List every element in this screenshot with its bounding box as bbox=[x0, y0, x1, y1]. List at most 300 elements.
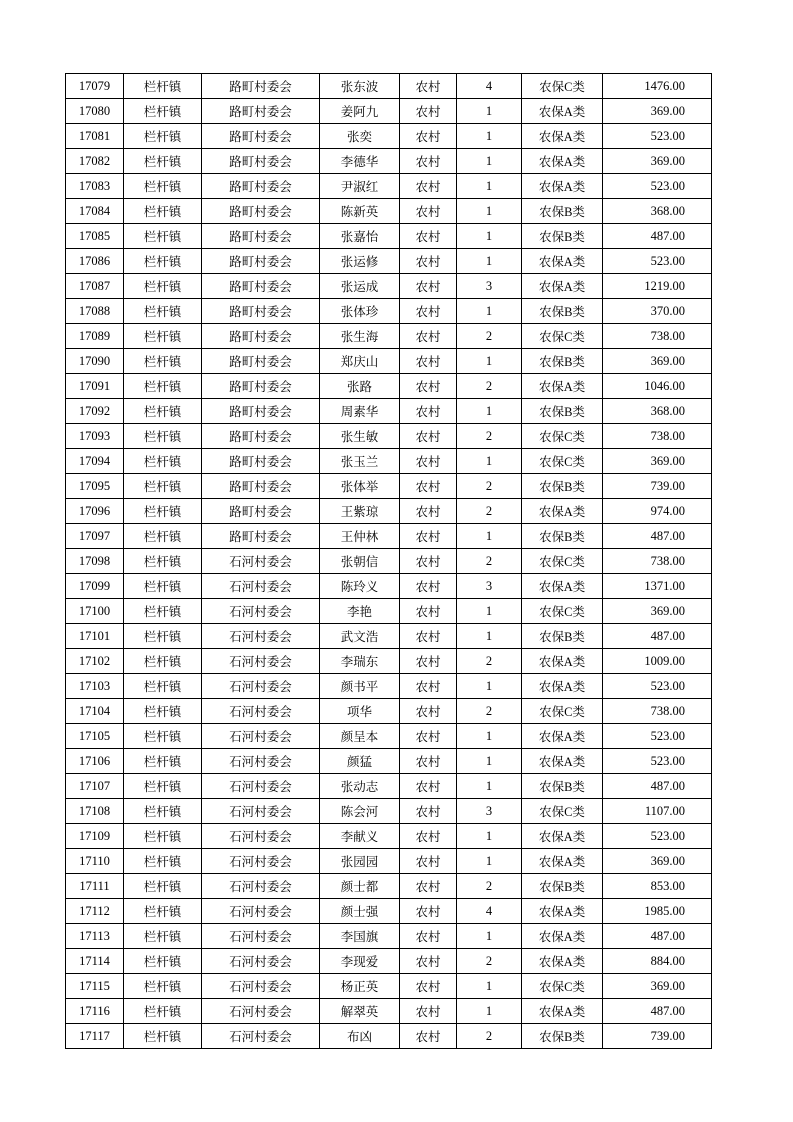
cell-town: 栏杆镇 bbox=[124, 374, 202, 399]
cell-town: 栏杆镇 bbox=[124, 999, 202, 1024]
cell-category: 农保A类 bbox=[522, 649, 603, 674]
table-row bbox=[66, 524, 712, 549]
cell-village: 路町村委会 bbox=[202, 174, 320, 199]
cell-amount: 738.00 bbox=[603, 424, 712, 449]
cell-category: 农保C类 bbox=[522, 599, 603, 624]
cell-category: 农保A类 bbox=[522, 274, 603, 299]
cell-amount: 369.00 bbox=[603, 149, 712, 174]
cell-count: 1 bbox=[457, 999, 522, 1024]
cell-name: 陈新英 bbox=[320, 199, 400, 224]
cell-amount: 523.00 bbox=[603, 674, 712, 699]
cell-category: 农保A类 bbox=[522, 99, 603, 124]
cell-name: 张运修 bbox=[320, 249, 400, 274]
cell-name: 尹淑红 bbox=[320, 174, 400, 199]
cell-town: 栏杆镇 bbox=[124, 299, 202, 324]
cell-village: 石河村委会 bbox=[202, 724, 320, 749]
cell-id: 17102 bbox=[66, 649, 124, 674]
cell-amount: 738.00 bbox=[603, 324, 712, 349]
cell-town: 栏杆镇 bbox=[124, 574, 202, 599]
cell-name: 颜书平 bbox=[320, 674, 400, 699]
cell-id: 17084 bbox=[66, 199, 124, 224]
cell-village: 路町村委会 bbox=[202, 274, 320, 299]
cell-town: 栏杆镇 bbox=[124, 699, 202, 724]
cell-name: 王仲林 bbox=[320, 524, 400, 549]
cell-amount: 739.00 bbox=[603, 474, 712, 499]
cell-name: 布凶 bbox=[320, 1024, 400, 1049]
cell-village: 路町村委会 bbox=[202, 224, 320, 249]
cell-count: 1 bbox=[457, 774, 522, 799]
cell-count: 1 bbox=[457, 249, 522, 274]
cell-amount: 487.00 bbox=[603, 924, 712, 949]
cell-name: 李瑞东 bbox=[320, 649, 400, 674]
cell-amount: 487.00 bbox=[603, 774, 712, 799]
cell-type: 农村 bbox=[400, 699, 457, 724]
table-row bbox=[66, 174, 712, 199]
cell-type: 农村 bbox=[400, 274, 457, 299]
cell-town: 栏杆镇 bbox=[124, 249, 202, 274]
cell-town: 栏杆镇 bbox=[124, 599, 202, 624]
cell-id: 17080 bbox=[66, 99, 124, 124]
cell-id: 17095 bbox=[66, 474, 124, 499]
cell-type: 农村 bbox=[400, 374, 457, 399]
cell-type: 农村 bbox=[400, 324, 457, 349]
cell-village: 石河村委会 bbox=[202, 749, 320, 774]
cell-type: 农村 bbox=[400, 924, 457, 949]
table-row bbox=[66, 899, 712, 924]
cell-category: 农保B类 bbox=[522, 224, 603, 249]
cell-type: 农村 bbox=[400, 574, 457, 599]
cell-type: 农村 bbox=[400, 474, 457, 499]
cell-village: 路町村委会 bbox=[202, 424, 320, 449]
cell-amount: 738.00 bbox=[603, 699, 712, 724]
cell-village: 石河村委会 bbox=[202, 549, 320, 574]
cell-village: 路町村委会 bbox=[202, 199, 320, 224]
table-row bbox=[66, 399, 712, 424]
cell-category: 农保B类 bbox=[522, 624, 603, 649]
cell-count: 2 bbox=[457, 949, 522, 974]
cell-count: 3 bbox=[457, 274, 522, 299]
cell-category: 农保A类 bbox=[522, 724, 603, 749]
cell-name: 张体举 bbox=[320, 474, 400, 499]
cell-town: 栏杆镇 bbox=[124, 849, 202, 874]
cell-count: 1 bbox=[457, 199, 522, 224]
cell-type: 农村 bbox=[400, 199, 457, 224]
cell-name: 张路 bbox=[320, 374, 400, 399]
cell-count: 1 bbox=[457, 449, 522, 474]
cell-id: 17081 bbox=[66, 124, 124, 149]
cell-count: 1 bbox=[457, 624, 522, 649]
cell-type: 农村 bbox=[400, 424, 457, 449]
cell-id: 17101 bbox=[66, 624, 124, 649]
cell-name: 颜士强 bbox=[320, 899, 400, 924]
cell-village: 路町村委会 bbox=[202, 474, 320, 499]
cell-count: 2 bbox=[457, 424, 522, 449]
cell-category: 农保B类 bbox=[522, 199, 603, 224]
cell-type: 农村 bbox=[400, 174, 457, 199]
cell-category: 农保C类 bbox=[522, 424, 603, 449]
cell-amount: 369.00 bbox=[603, 599, 712, 624]
cell-town: 栏杆镇 bbox=[124, 674, 202, 699]
cell-id: 17097 bbox=[66, 524, 124, 549]
cell-name: 颜猛 bbox=[320, 749, 400, 774]
cell-category: 农保A类 bbox=[522, 249, 603, 274]
cell-village: 路町村委会 bbox=[202, 349, 320, 374]
cell-type: 农村 bbox=[400, 99, 457, 124]
cell-id: 17117 bbox=[66, 1024, 124, 1049]
cell-village: 石河村委会 bbox=[202, 774, 320, 799]
table-row bbox=[66, 749, 712, 774]
cell-count: 2 bbox=[457, 324, 522, 349]
cell-town: 栏杆镇 bbox=[124, 224, 202, 249]
cell-amount: 487.00 bbox=[603, 524, 712, 549]
cell-name: 杨正英 bbox=[320, 974, 400, 999]
cell-name: 王紫琼 bbox=[320, 499, 400, 524]
cell-amount: 523.00 bbox=[603, 749, 712, 774]
cell-town: 栏杆镇 bbox=[124, 349, 202, 374]
cell-id: 17116 bbox=[66, 999, 124, 1024]
cell-name: 姜阿九 bbox=[320, 99, 400, 124]
cell-type: 农村 bbox=[400, 399, 457, 424]
table-row bbox=[66, 149, 712, 174]
cell-amount: 487.00 bbox=[603, 224, 712, 249]
table-row bbox=[66, 474, 712, 499]
table-row bbox=[66, 599, 712, 624]
cell-village: 石河村委会 bbox=[202, 924, 320, 949]
cell-amount: 369.00 bbox=[603, 849, 712, 874]
cell-name: 张朝信 bbox=[320, 549, 400, 574]
cell-category: 农保B类 bbox=[522, 349, 603, 374]
cell-id: 17087 bbox=[66, 274, 124, 299]
cell-village: 路町村委会 bbox=[202, 99, 320, 124]
cell-type: 农村 bbox=[400, 949, 457, 974]
cell-count: 2 bbox=[457, 499, 522, 524]
cell-count: 1 bbox=[457, 674, 522, 699]
roster-table bbox=[65, 73, 712, 1049]
table-row bbox=[66, 649, 712, 674]
cell-amount: 368.00 bbox=[603, 199, 712, 224]
cell-category: 农保A类 bbox=[522, 674, 603, 699]
cell-type: 农村 bbox=[400, 624, 457, 649]
cell-count: 1 bbox=[457, 849, 522, 874]
cell-village: 石河村委会 bbox=[202, 699, 320, 724]
cell-town: 栏杆镇 bbox=[124, 899, 202, 924]
cell-id: 17108 bbox=[66, 799, 124, 824]
table-row bbox=[66, 74, 712, 99]
cell-amount: 368.00 bbox=[603, 399, 712, 424]
cell-village: 路町村委会 bbox=[202, 499, 320, 524]
cell-village: 石河村委会 bbox=[202, 999, 320, 1024]
cell-count: 1 bbox=[457, 224, 522, 249]
cell-town: 栏杆镇 bbox=[124, 524, 202, 549]
table-row bbox=[66, 274, 712, 299]
cell-name: 武文浩 bbox=[320, 624, 400, 649]
cell-name: 李德华 bbox=[320, 149, 400, 174]
cell-amount: 370.00 bbox=[603, 299, 712, 324]
cell-amount: 1046.00 bbox=[603, 374, 712, 399]
cell-count: 3 bbox=[457, 799, 522, 824]
cell-count: 2 bbox=[457, 474, 522, 499]
cell-count: 1 bbox=[457, 299, 522, 324]
cell-town: 栏杆镇 bbox=[124, 1024, 202, 1049]
cell-category: 农保A类 bbox=[522, 824, 603, 849]
cell-name: 李国旗 bbox=[320, 924, 400, 949]
cell-count: 1 bbox=[457, 724, 522, 749]
cell-count: 1 bbox=[457, 124, 522, 149]
cell-type: 农村 bbox=[400, 499, 457, 524]
cell-amount: 523.00 bbox=[603, 724, 712, 749]
cell-name: 张动志 bbox=[320, 774, 400, 799]
cell-category: 农保B类 bbox=[522, 1024, 603, 1049]
cell-town: 栏杆镇 bbox=[124, 474, 202, 499]
cell-category: 农保C类 bbox=[522, 974, 603, 999]
cell-id: 17089 bbox=[66, 324, 124, 349]
cell-category: 农保B类 bbox=[522, 474, 603, 499]
table-row bbox=[66, 699, 712, 724]
cell-amount: 487.00 bbox=[603, 999, 712, 1024]
cell-type: 农村 bbox=[400, 224, 457, 249]
cell-village: 石河村委会 bbox=[202, 674, 320, 699]
cell-id: 17083 bbox=[66, 174, 124, 199]
cell-count: 2 bbox=[457, 874, 522, 899]
cell-type: 农村 bbox=[400, 799, 457, 824]
cell-category: 农保B类 bbox=[522, 524, 603, 549]
cell-id: 17088 bbox=[66, 299, 124, 324]
cell-amount: 738.00 bbox=[603, 549, 712, 574]
cell-amount: 523.00 bbox=[603, 249, 712, 274]
cell-id: 17110 bbox=[66, 849, 124, 874]
cell-count: 1 bbox=[457, 399, 522, 424]
cell-name: 张玉兰 bbox=[320, 449, 400, 474]
cell-name: 张生敏 bbox=[320, 424, 400, 449]
cell-amount: 1219.00 bbox=[603, 274, 712, 299]
cell-type: 农村 bbox=[400, 524, 457, 549]
cell-type: 农村 bbox=[400, 74, 457, 99]
cell-amount: 1009.00 bbox=[603, 649, 712, 674]
cell-town: 栏杆镇 bbox=[124, 399, 202, 424]
cell-count: 4 bbox=[457, 899, 522, 924]
cell-type: 农村 bbox=[400, 974, 457, 999]
cell-id: 17104 bbox=[66, 699, 124, 724]
table-row bbox=[66, 999, 712, 1024]
cell-name: 张生海 bbox=[320, 324, 400, 349]
cell-type: 农村 bbox=[400, 999, 457, 1024]
cell-amount: 1476.00 bbox=[603, 74, 712, 99]
table-row bbox=[66, 499, 712, 524]
table-row bbox=[66, 1024, 712, 1049]
cell-name: 李献义 bbox=[320, 824, 400, 849]
cell-name: 张奕 bbox=[320, 124, 400, 149]
cell-id: 17096 bbox=[66, 499, 124, 524]
cell-village: 石河村委会 bbox=[202, 574, 320, 599]
cell-name: 张园园 bbox=[320, 849, 400, 874]
cell-id: 17093 bbox=[66, 424, 124, 449]
cell-category: 农保A类 bbox=[522, 849, 603, 874]
cell-town: 栏杆镇 bbox=[124, 424, 202, 449]
cell-category: 农保A类 bbox=[522, 949, 603, 974]
cell-id: 17115 bbox=[66, 974, 124, 999]
table-row bbox=[66, 424, 712, 449]
cell-village: 路町村委会 bbox=[202, 374, 320, 399]
table-row bbox=[66, 799, 712, 824]
cell-count: 2 bbox=[457, 374, 522, 399]
cell-town: 栏杆镇 bbox=[124, 974, 202, 999]
cell-name: 张运成 bbox=[320, 274, 400, 299]
cell-category: 农保A类 bbox=[522, 899, 603, 924]
cell-type: 农村 bbox=[400, 149, 457, 174]
cell-amount: 369.00 bbox=[603, 349, 712, 374]
cell-name: 周素华 bbox=[320, 399, 400, 424]
cell-amount: 1985.00 bbox=[603, 899, 712, 924]
cell-id: 17109 bbox=[66, 824, 124, 849]
cell-count: 1 bbox=[457, 149, 522, 174]
cell-village: 路町村委会 bbox=[202, 74, 320, 99]
cell-category: 农保B类 bbox=[522, 874, 603, 899]
table-body bbox=[66, 74, 712, 1049]
table-row bbox=[66, 549, 712, 574]
cell-village: 石河村委会 bbox=[202, 649, 320, 674]
cell-village: 石河村委会 bbox=[202, 974, 320, 999]
cell-town: 栏杆镇 bbox=[124, 324, 202, 349]
cell-type: 农村 bbox=[400, 649, 457, 674]
cell-amount: 369.00 bbox=[603, 99, 712, 124]
cell-count: 1 bbox=[457, 99, 522, 124]
cell-id: 17082 bbox=[66, 149, 124, 174]
cell-town: 栏杆镇 bbox=[124, 924, 202, 949]
cell-amount: 523.00 bbox=[603, 824, 712, 849]
cell-village: 路町村委会 bbox=[202, 249, 320, 274]
cell-category: 农保A类 bbox=[522, 149, 603, 174]
cell-town: 栏杆镇 bbox=[124, 274, 202, 299]
cell-town: 栏杆镇 bbox=[124, 774, 202, 799]
cell-town: 栏杆镇 bbox=[124, 749, 202, 774]
cell-type: 农村 bbox=[400, 774, 457, 799]
cell-town: 栏杆镇 bbox=[124, 124, 202, 149]
cell-type: 农村 bbox=[400, 349, 457, 374]
cell-village: 路町村委会 bbox=[202, 124, 320, 149]
cell-town: 栏杆镇 bbox=[124, 174, 202, 199]
cell-id: 17092 bbox=[66, 399, 124, 424]
cell-amount: 739.00 bbox=[603, 1024, 712, 1049]
cell-town: 栏杆镇 bbox=[124, 724, 202, 749]
cell-village: 石河村委会 bbox=[202, 949, 320, 974]
table-row bbox=[66, 874, 712, 899]
cell-count: 1 bbox=[457, 924, 522, 949]
cell-name: 张东波 bbox=[320, 74, 400, 99]
cell-id: 17111 bbox=[66, 874, 124, 899]
table-row bbox=[66, 849, 712, 874]
cell-id: 17091 bbox=[66, 374, 124, 399]
table-row bbox=[66, 324, 712, 349]
cell-id: 17105 bbox=[66, 724, 124, 749]
cell-category: 农保A类 bbox=[522, 174, 603, 199]
cell-id: 17107 bbox=[66, 774, 124, 799]
cell-name: 张体珍 bbox=[320, 299, 400, 324]
cell-id: 17099 bbox=[66, 574, 124, 599]
cell-category: 农保A类 bbox=[522, 499, 603, 524]
cell-category: 农保C类 bbox=[522, 449, 603, 474]
cell-type: 农村 bbox=[400, 849, 457, 874]
cell-category: 农保C类 bbox=[522, 549, 603, 574]
cell-name: 张嘉怡 bbox=[320, 224, 400, 249]
cell-village: 石河村委会 bbox=[202, 799, 320, 824]
cell-count: 2 bbox=[457, 649, 522, 674]
table-row bbox=[66, 199, 712, 224]
cell-village: 路町村委会 bbox=[202, 449, 320, 474]
cell-amount: 487.00 bbox=[603, 624, 712, 649]
cell-type: 农村 bbox=[400, 599, 457, 624]
cell-count: 1 bbox=[457, 349, 522, 374]
cell-type: 农村 bbox=[400, 124, 457, 149]
cell-town: 栏杆镇 bbox=[124, 649, 202, 674]
table-row bbox=[66, 774, 712, 799]
cell-category: 农保B类 bbox=[522, 299, 603, 324]
cell-count: 2 bbox=[457, 1024, 522, 1049]
cell-type: 农村 bbox=[400, 1024, 457, 1049]
cell-town: 栏杆镇 bbox=[124, 824, 202, 849]
cell-town: 栏杆镇 bbox=[124, 74, 202, 99]
cell-village: 路町村委会 bbox=[202, 299, 320, 324]
cell-id: 17086 bbox=[66, 249, 124, 274]
cell-category: 农保B类 bbox=[522, 399, 603, 424]
cell-count: 2 bbox=[457, 699, 522, 724]
table-row bbox=[66, 349, 712, 374]
table-row bbox=[66, 949, 712, 974]
cell-village: 石河村委会 bbox=[202, 899, 320, 924]
table-row bbox=[66, 574, 712, 599]
cell-town: 栏杆镇 bbox=[124, 624, 202, 649]
cell-town: 栏杆镇 bbox=[124, 449, 202, 474]
cell-count: 1 bbox=[457, 824, 522, 849]
cell-name: 陈会河 bbox=[320, 799, 400, 824]
cell-category: 农保A类 bbox=[522, 374, 603, 399]
table-row bbox=[66, 824, 712, 849]
cell-id: 17106 bbox=[66, 749, 124, 774]
cell-village: 路町村委会 bbox=[202, 399, 320, 424]
cell-amount: 369.00 bbox=[603, 449, 712, 474]
cell-category: 农保C类 bbox=[522, 324, 603, 349]
cell-name: 项华 bbox=[320, 699, 400, 724]
table-row bbox=[66, 674, 712, 699]
cell-town: 栏杆镇 bbox=[124, 99, 202, 124]
cell-name: 李现爱 bbox=[320, 949, 400, 974]
cell-village: 路町村委会 bbox=[202, 324, 320, 349]
cell-name: 颜呈本 bbox=[320, 724, 400, 749]
cell-type: 农村 bbox=[400, 299, 457, 324]
cell-category: 农保C类 bbox=[522, 699, 603, 724]
cell-type: 农村 bbox=[400, 724, 457, 749]
cell-id: 17112 bbox=[66, 899, 124, 924]
cell-village: 石河村委会 bbox=[202, 1024, 320, 1049]
cell-id: 17113 bbox=[66, 924, 124, 949]
cell-type: 农村 bbox=[400, 749, 457, 774]
cell-name: 解翠英 bbox=[320, 999, 400, 1024]
cell-id: 17114 bbox=[66, 949, 124, 974]
cell-count: 1 bbox=[457, 599, 522, 624]
table-row bbox=[66, 624, 712, 649]
cell-type: 农村 bbox=[400, 674, 457, 699]
cell-count: 2 bbox=[457, 549, 522, 574]
cell-village: 石河村委会 bbox=[202, 874, 320, 899]
cell-type: 农村 bbox=[400, 449, 457, 474]
table-row bbox=[66, 299, 712, 324]
cell-category: 农保A类 bbox=[522, 749, 603, 774]
cell-type: 农村 bbox=[400, 824, 457, 849]
cell-amount: 523.00 bbox=[603, 174, 712, 199]
table-row bbox=[66, 124, 712, 149]
cell-name: 李艳 bbox=[320, 599, 400, 624]
cell-id: 17103 bbox=[66, 674, 124, 699]
cell-category: 农保A类 bbox=[522, 924, 603, 949]
